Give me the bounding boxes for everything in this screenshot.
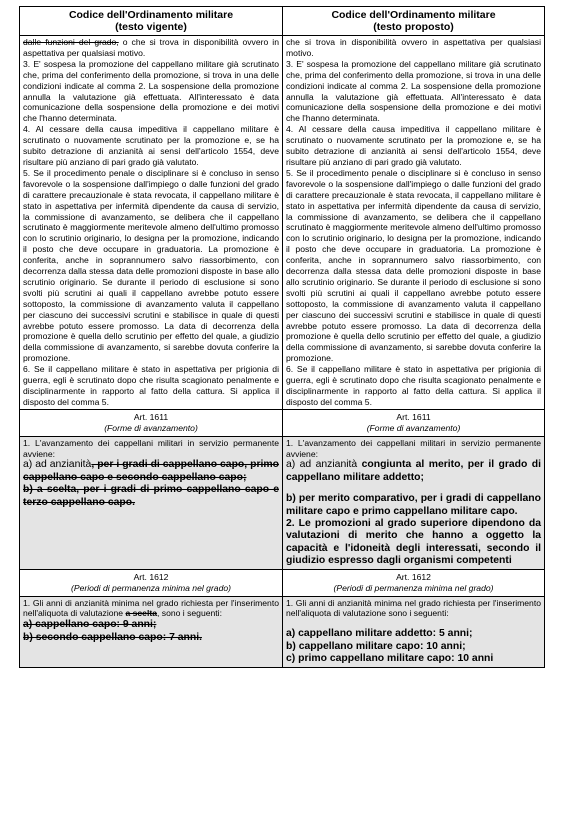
section1-right-cell [282, 36, 544, 409]
art1612-left-item-a: a) cappellano capo: 9 anni; [23, 619, 157, 631]
struck-text: dalle funzioni del grado, [23, 37, 119, 47]
header-right [282, 7, 544, 35]
art1611-right-intro: 1. L'avanzamento dei cappellani militari in servizio permanente avviene: [286, 437, 541, 459]
text-run: a) ad anzianità [286, 459, 362, 471]
text-run: , sono i seguenti: [157, 608, 222, 619]
art1611-right-item-b: b) per merito comparativo, per i gradi di cappellano militare capo e primo cappellano militare capo. [286, 493, 541, 517]
article-number: Art. 1611 [133, 411, 169, 422]
spacer [286, 484, 541, 493]
section1-row [20, 35, 544, 409]
art1611-body-row [20, 436, 544, 569]
art1611-title-left [20, 410, 282, 436]
article-subtitle: (Periodi di permanenza minima nel grado) [70, 582, 232, 593]
art1611-left-item-b: b) a scelta, per i gradi di primo cappellano capo e terzo cappellano capo. [23, 484, 279, 508]
art1612-left-item-b: b) secondo cappellano capo: 7 anni. [23, 631, 202, 643]
section1-right-p3: 4. Al cessare della causa impeditiva il cappellano militare è scrutinato o nuovamente scrutinato per la promozione e, se ha subito detrazione di anzianità ai sensi dell'articolo 1554, deve risultare più anziano di pari grado già valutato. [286, 124, 541, 167]
art1612-left-intro [23, 598, 279, 620]
article-subtitle: (Forme di avanzamento) [104, 422, 198, 433]
art1612-body-row [20, 596, 544, 667]
table-header-row [20, 7, 544, 35]
article-number: Art. 1612 [133, 571, 169, 582]
text-run: o che si trova in disponibilità ovvero in aspettativa per qualsiasi motivo. [23, 37, 279, 58]
art1612-right-item-c: c) primo cappellano militare capo: 10 anni [286, 653, 494, 665]
art1612-right-item-b: b) cappellano militare capo: 10 anni; [286, 640, 466, 652]
article-number: Art. 1611 [396, 411, 431, 422]
art1611-title-row [20, 409, 544, 436]
article-subtitle: (Periodi di permanenza minima nel grado) [333, 582, 494, 593]
header-left-subtitle: (testo vigente) [115, 21, 187, 33]
struck-text: , per i gradi di cappellano capo, primo cappellano capo e secondo cappellano capo; [23, 459, 279, 483]
art1612-left-cell [20, 597, 282, 667]
art1611-left-cell [20, 437, 282, 569]
art1612-title-row [20, 569, 544, 596]
art1611-right-item-c: 2. Le promozioni al grado superiore dipendono da valutazioni di merito che hanno a oggetto la capacità e l'idoneità degli interessati, secondo il giudizio espresso dagli organismi competenti [286, 518, 541, 567]
section1-left-p1 [23, 37, 279, 59]
article-subtitle: (Forme di avanzamento) [366, 422, 461, 433]
art1611-left-item-a [23, 459, 279, 484]
art1611-left-intro: 1. L'avanzamento dei cappellani militari in servizio permanente avviene: [23, 437, 279, 459]
section1-right-p4: 5. Se il procedimento penale o disciplinare si è concluso in senso favorevole o la sospensione dall'impiego o dalle funzioni del grado di carattere precauzionale è stata revocata, il cappellano militare è stato in aspettativa per infermità dipendente da causa di servizio, la commissione di avanzamento, se delibera che il cappellano scrutinato è maggiormente meritevole almeno dell'ultimo promosso con lo scrutinio originario, lo designa per la promozione, indicando il posto che deve occupare in graduatoria. La promozione è conferita, anche in soprannumero salvo riassorbimento, con decorrenza dalla stessa data delle promozioni disposte in base allo scrutinio originario. Se durante il periodo di esclusione si sono svolti più scrutini ai quali il cappellano avrebbe potuto essere sottoposto, la commissione di avanzamento valuta il cappellano per ciascuno dei successivi scrutini e stabilisce in quale di questi avrebbe potuto essere promosso. La data di decorrenza della promozione è quella dello scrutinio per effetto del quale, a giudizio della commissione di avanzamento, si sarebbe dovuta conferire la promozione. [286, 167, 541, 364]
art1612-right-item-a: a) cappellano militare addetto: 5 anni; [286, 628, 473, 640]
art1612-right-intro: 1. Gli anni di anzianità minima nel grado richiesta per l'inserimento nell'aliquota di valutazione sono i seguenti: [286, 597, 541, 619]
art1611-right-cell [282, 437, 544, 569]
text-run: a) ad anzianità [23, 459, 92, 471]
art1612-right-cell [282, 597, 544, 667]
header-left [20, 7, 282, 35]
section1-left-p4: 5. Se il procedimento penale o disciplinare si è concluso in senso favorevole o la sospensione dall'impiego o dalle funzioni del grado di carattere precauzionale è stata revocata, il cappellano militare è stato in aspettativa per infermità dipendente da causa di servizio, la commissione di avanzamento, se delibera che il cappellano scrutinato è maggiormente meritevole almeno dell'ultimo promosso con lo scrutinio originario, lo designa per la promozione, indicando il posto che deve occupare in graduatoria. La promozione è conferita, anche in soprannumero salvo riassorbimento, con decorrenza dalla stessa data delle promozioni disposte in base allo scrutinio originario. Se durante il periodo di esclusione si sono svolti più scrutini ai quali il cappellano avrebbe potuto essere sottoposto, la commissione di avanzamento valuta il cappellano per ciascuno dei successivi scrutini e stabilisce in quale di questi avrebbe potuto essere promosso. La data di decorrenza della promozione è quella dello scrutinio per effetto del quale, a giudizio della commissione di avanzamento, si sarebbe dovuta conferire la promozione. [23, 167, 279, 364]
art1612-title-right [282, 570, 544, 596]
header-left-title: Codice dell'Ordinamento militare [68, 9, 234, 21]
section1-right-p1: che si trova in disponibilità ovvero in aspettativa per qualsiasi motivo. [286, 37, 541, 58]
section1-left-p5: 6. Se il cappellano militare è stato in aspettativa per prigionia di guerra, egli è scrutinato dopo che risulta scagionato penalmente e disciplinarmente in rapporto al fatto della cattura. Si applica il disposto del comma 5. [23, 364, 279, 407]
bold-text: congiunta al merito, per il grado di cappellano militare addetto; [286, 459, 541, 483]
section1-left-p3: 4. Al cessare della causa impeditiva il cappellano militare è scrutinato o nuovamente scrutinato per la promozione e, se ha subito detrazione di anzianità ai sensi dell'articolo 1554, deve risultare più anziano di pari grado già valutato. [23, 124, 279, 167]
art1611-title-right [282, 410, 544, 436]
section1-right-p5: 6. Se il cappellano militare è stato in aspettativa per prigionia di guerra, egli è scrutinato dopo che risulta scagionato penalmente e disciplinarmente in rapporto al fatto della cattura. Si applica il disposto del comma 5. [286, 364, 541, 407]
header-right-subtitle: (testo proposto) [373, 21, 454, 33]
section1-left-cell [20, 36, 282, 409]
art1612-title-left [20, 570, 282, 596]
spacer [286, 619, 541, 628]
struck-text: a scelta [125, 608, 157, 619]
comparison-table [19, 6, 545, 668]
art1611-right-item-a [286, 459, 541, 484]
header-right-title: Codice dell'Ordinamento militare [331, 9, 496, 21]
section1-right-p2: 3. E' sospesa la promozione del cappellano militare già scrutinato che, prima del conferimento della promozione, si trova in una delle condizioni indicate al comma 2. La sospensione della promozione annulla la valutazione già effettuata. All'interessato è data comunicazione della sospensione della promozione e dei motivi che l'hanno determinata. [286, 58, 541, 124]
article-number: Art. 1612 [396, 571, 431, 582]
text-run: 1. Gli anni di anzianità minima nel grado richiesta per l'inserimento nell'aliquota di valutazione [23, 597, 279, 619]
section1-left-p2: 3. E' sospesa la promozione del cappellano militare già scrutinato che, prima del conferimento della promozione, si trova in una delle condizioni indicate al comma 2. La sospensione della promozione annulla la valutazione già effettuata. All'interessato è data comunicazione della sospensione della promozione e dei motivi che l'hanno determinata. [23, 58, 279, 124]
